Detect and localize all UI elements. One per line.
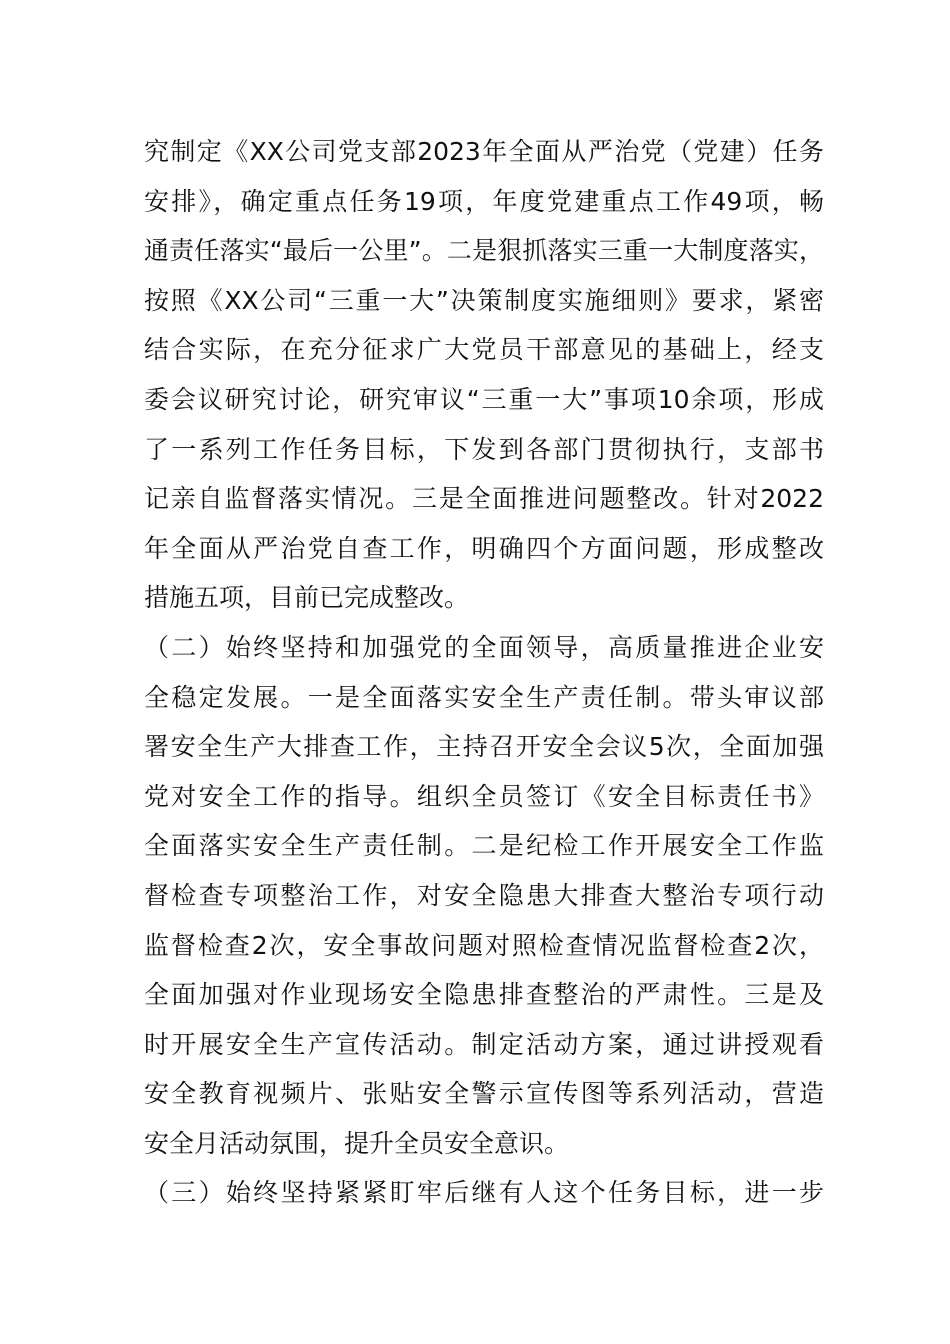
text-line: 记亲自监督落实情况。三是全面推进问题整改。针对2022 <box>144 484 824 514</box>
text-line: 安排》，确定重点任务19项，年度党建重点工作49项，畅 <box>144 186 824 216</box>
document-body <box>144 127 824 1218</box>
text-line: 全稳定发展。一是全面落实安全生产责任制。带头审议部 <box>144 682 824 712</box>
text-line: 安全月活动氛围，提升全员安全意识。 <box>144 1128 570 1158</box>
text-line: 全面加强对作业现场安全隐患排查整治的严肃性。三是及 <box>144 980 824 1010</box>
text-line: 结合实际，在充分征求广大党员干部意见的基础上，经支 <box>144 335 824 365</box>
text-line: 究制定《XX公司党支部2023年全面从严治党（党建）任务 <box>144 137 824 166</box>
text-line: 年全面从严治党自查工作，明确四个方面问题，形成整改 <box>144 533 824 563</box>
text-line: 时开展安全生产宣传活动。制定活动方案，通过讲授观看 <box>144 1029 824 1059</box>
section-heading-line: （三）始终坚持紧紧盯牢后继有人这个任务目标，进一步 <box>144 1178 824 1208</box>
text-line: 了一系列工作任务目标，下发到各部门贯彻执行，支部书 <box>144 434 824 464</box>
text-line: 安全教育视频片、张贴安全警示宣传图等系列活动，营造 <box>144 1079 824 1109</box>
text-line: 措施五项，目前已完成整改。 <box>144 583 470 613</box>
text-line: 按照《XX公司“三重一大”决策制度实施细则》要求，紧密 <box>144 285 824 315</box>
text-line: 署安全生产大排查工作，主持召开安全会议5次，全面加强 <box>144 732 824 762</box>
section-heading-line: （二）始终坚持和加强党的全面领导，高质量推进企业安 <box>144 632 824 662</box>
text-line: 委会议研究讨论，研究审议“三重一大”事项10余项，形成 <box>144 384 824 414</box>
text-line: 监督检查2次，安全事故问题对照检查情况监督检查2次， <box>144 930 824 960</box>
text-line: 全面落实安全生产责任制。二是纪检工作开展安全工作监 <box>144 831 824 861</box>
text-line: 通责任落实“最后一公里”。二是狠抓落实三重一大制度落实， <box>144 236 824 266</box>
text-line: 督检查专项整治工作，对安全隐患大排查大整治专项行动 <box>144 880 824 910</box>
text-line: 党对安全工作的指导。组织全员签订《安全目标责任书》 <box>144 781 824 811</box>
